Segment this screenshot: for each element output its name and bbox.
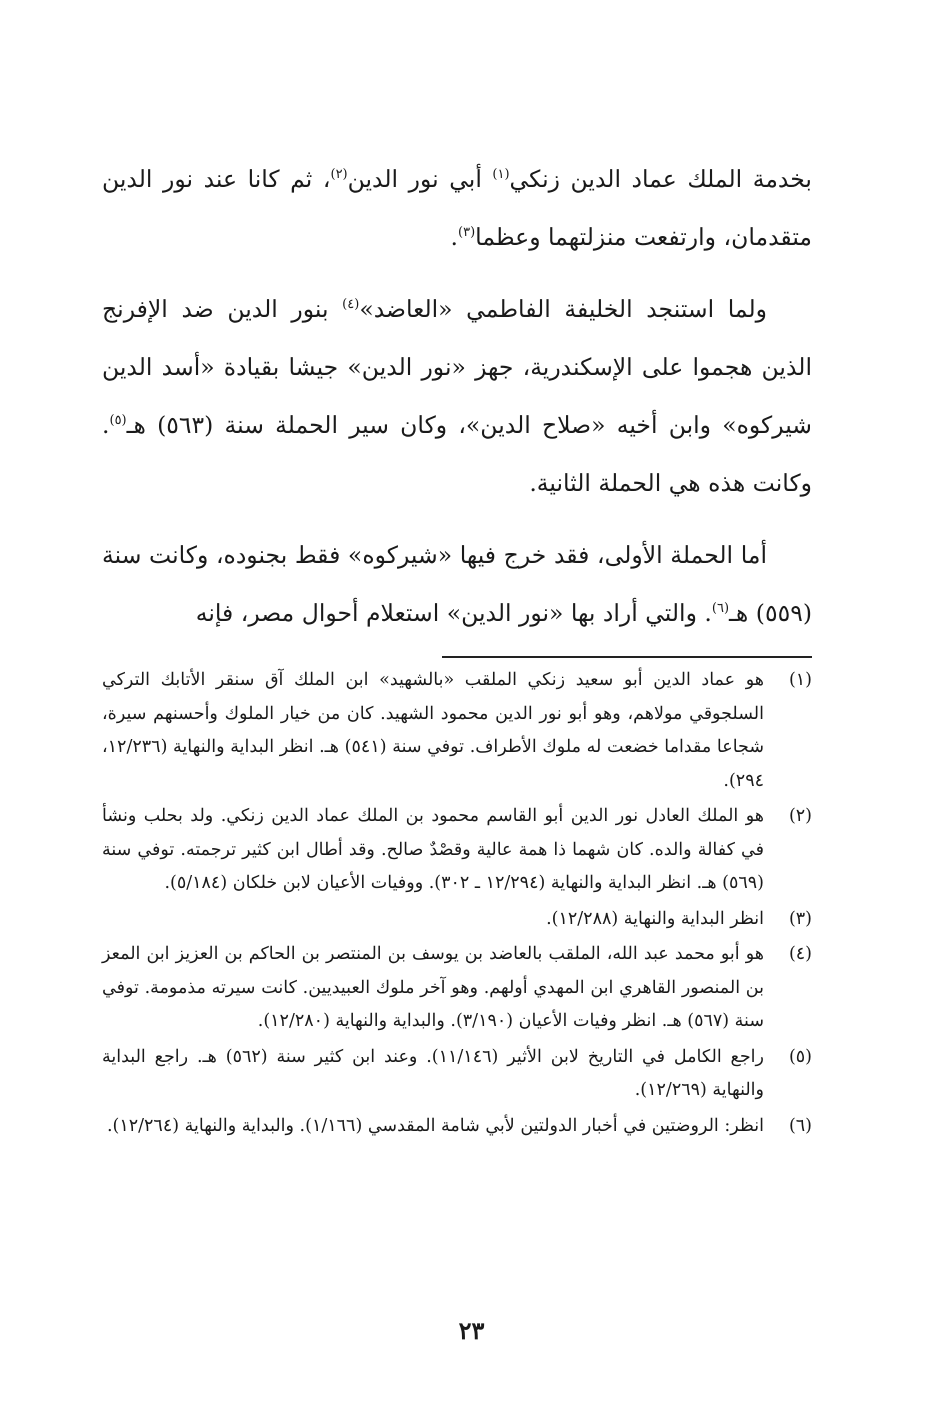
paragraph-1 <box>102 150 812 266</box>
footnote-ref-6[interactable]: (٦) <box>711 601 730 617</box>
footnote-text: انظر البداية والنهاية (١٢/٢٨٨). <box>546 908 764 929</box>
footnote-text: هو الملك العادل نور الدين أبو القاسم محمود بن الملك عماد الدين زنكي. ولد بحلب ونشأ في كفالة والده. كان شهما ذا همة عالية وقصْدٌ صالح. وقد أطال ابن كثير ترجمته. توفي سنة (٥٦٩) هـ. انظر البداية والنهاية (١٢/٢٩٤ ـ ٣٠٢). ووفيات الأعيان لابن خلكان (٥/١٨٤). <box>102 806 764 893</box>
footnotes <box>102 664 812 1143</box>
footnote-number: (٤) <box>788 944 812 964</box>
footnote-number: (١) <box>788 670 812 690</box>
footnote-number: (٢) <box>788 806 812 826</box>
footnote-text: راجع الكامل في التاريخ لابن الأثير (١١/١٤٦). وعند ابن كثير سنة (٥٦٢) هـ. راجع البداية والنهاية (١٢/٢٦٩). <box>102 1046 764 1100</box>
footnote-1 <box>102 664 812 798</box>
footnote-ref-3[interactable]: (٣) <box>458 225 476 241</box>
page-body <box>102 150 812 1145</box>
footnote-text: هو عماد الدين أبو سعيد زنكي الملقب «بالشهيد» ابن الملك آق سنقر الأتابك التركي السلجوقي مولاهم، وهو أبو نور الدين محمود الشهيد. كان من خيار الملوك وأحسنهم سيرة، شجاعا مقداما خضعت له ملوك الأطراف. توفي سنة (٥٤١) هـ. انظر البداية والنهاية (١٢/٢٣٦، ٢٩٤). <box>102 670 764 791</box>
p3-text-b: . والتي أراد بها «نور الدين» استعلام أحوال مصر، فإنه <box>195 599 712 627</box>
paragraph-3 <box>102 526 812 642</box>
p1-text-b: أبي نور الدين <box>347 165 493 193</box>
footnote-4 <box>102 938 812 1039</box>
p2-text-b: بنور الدين ضد الإفرنج الذين هجموا على الإسكندرية، جهز «نور الدين» جيشا بقيادة «أسد الدين شيركوه» وابن أخيه «صلاح الدين»، وكان سير الحملة سنة (٥٦٣) هـ <box>102 295 812 439</box>
footnote-number: (٦) <box>788 1115 812 1136</box>
footnote-2 <box>102 800 812 901</box>
footnote-number: (٥) <box>788 1046 812 1067</box>
footnote-separator <box>442 656 812 658</box>
p1-text-c: ، ثم كانا عند نور الدين متقدمان، وارتفعت منزلتهما وعظما <box>102 165 812 251</box>
footnote-3 <box>102 903 812 937</box>
footnote-ref-5[interactable]: (٥) <box>109 413 127 429</box>
p3-text-a: أما الحملة الأولى، فقد خرج فيها «شيركوه» فقط بجنوده، وكانت سنة (٥٥٩) هـ <box>102 541 812 627</box>
footnote-number: (٣) <box>788 908 812 929</box>
p1-text-a: بخدمة الملك عماد الدين زنكي <box>509 165 812 193</box>
paragraph-2 <box>102 280 812 512</box>
footnote-6 <box>102 1110 812 1144</box>
page-number: ٢٣ <box>458 1316 485 1345</box>
main-text <box>102 150 812 642</box>
footnote-ref-1[interactable]: (١) <box>492 167 510 183</box>
footnote-ref-4[interactable]: (٤) <box>342 297 360 313</box>
p2-text-c: . وكانت هذه هي الحملة الثانية. <box>102 411 812 497</box>
footnote-text: انظر: الروضتين في أخبار الدولتين لأبي شامة المقدسي (١/١٦٦). والبداية والنهاية (١٢/٢٦٤). <box>106 1115 764 1136</box>
p2-text-a: ولما استنجد الخليفة الفاطمي «العاضد» <box>359 295 767 323</box>
footnote-5 <box>102 1041 812 1108</box>
footnote-text: هو أبو محمد عبد الله، الملقب بالعاضد بن يوسف بن المنتصر بن الحاكم بن العزيز ابن المعز بن المنصور القاهري ابن المهدي أولهم. وهو آخر ملوك العبيديين. كانت سيرته مذمومة. توفي سنة (٥٦٧) هـ. انظر وفيات الأعيان (٣/١٩٠). والبداية والنهاية (١٢/٢٨٠). <box>102 944 764 1031</box>
p1-text-d: . <box>450 223 459 251</box>
footnote-ref-2[interactable]: (٢) <box>330 167 348 183</box>
